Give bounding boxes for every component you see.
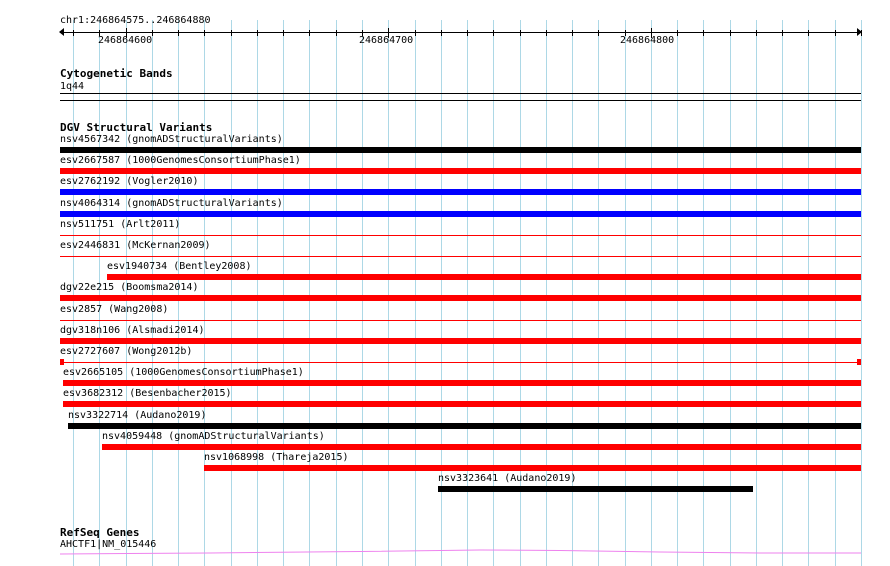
dgv-variant-bar[interactable] [60, 338, 861, 344]
dgv-variant-label[interactable]: nsv3322714 (Audano2019) [68, 410, 207, 421]
cytoband-label: 1q44 [60, 81, 85, 92]
grid-line [651, 20, 652, 566]
cytoband-track-title[interactable]: Cytogenetic Bands [60, 67, 173, 80]
dgv-variant-label[interactable]: esv2727607 (Wong2012b) [60, 346, 193, 357]
dgv-variant-label[interactable]: esv1940734 (Bentley2008) [107, 261, 252, 272]
grid-line [703, 20, 704, 566]
ruler-tick [493, 30, 494, 36]
grid-line [730, 20, 731, 566]
dgv-variant-label[interactable]: esv2762192 (Vogler2010) [60, 176, 199, 187]
dgv-variant-label[interactable]: nsv511751 (Arlt2011) [60, 219, 181, 230]
grid-line [782, 20, 783, 566]
ruler-tick [703, 30, 704, 36]
ruler-tick [782, 30, 783, 36]
dgv-variant-bar[interactable] [60, 362, 861, 363]
ruler-tick [520, 30, 521, 36]
refseq-gene-label[interactable]: AHCTF1|NM_015446 [60, 539, 157, 550]
ruler-tick-label: 246864700 [359, 35, 414, 46]
dgv-variant-bar[interactable] [63, 380, 861, 386]
dgv-variant-bar[interactable] [68, 423, 861, 429]
grid-line [415, 20, 416, 566]
grid-line [283, 20, 284, 566]
grid-line [598, 20, 599, 566]
dgv-variant-bar[interactable] [60, 295, 861, 301]
grid-line [861, 20, 862, 566]
ruler-tick [415, 30, 416, 36]
dgv-variant-label[interactable]: nsv1068998 (Thareja2015) [204, 452, 349, 463]
dgv-variant-bar[interactable] [60, 320, 861, 321]
dgv-variant-label[interactable]: nsv4567342 (gnomADStructuralVariants) [60, 134, 283, 145]
ruler-tick [677, 30, 678, 36]
grid-line [362, 20, 363, 566]
ruler-tick-label: 246864600 [98, 35, 153, 46]
ruler-left-arrow-icon [59, 28, 64, 36]
refseq-track-title[interactable]: RefSeq Genes [60, 526, 140, 539]
grid-line [309, 20, 310, 566]
cytoband-bar[interactable] [60, 93, 861, 94]
region-label: chr1:246864575..246864880 [60, 15, 211, 26]
ruler-tick [808, 30, 809, 36]
grid-line [756, 20, 757, 566]
dgv-variant-cap [60, 359, 64, 365]
dgv-variant-label[interactable]: dgv22e215 (Boomsma2014) [60, 282, 199, 293]
grid-line [204, 20, 205, 566]
dgv-variant-label[interactable]: nsv4064314 (gnomADStructuralVariants) [60, 198, 283, 209]
dgv-variant-label[interactable]: esv2667587 (1000GenomesConsortiumPhase1) [60, 155, 301, 166]
ruler-tick [730, 30, 731, 36]
dgv-variant-bar[interactable] [60, 235, 861, 236]
grid-line [677, 20, 678, 566]
grid-line [336, 20, 337, 566]
dgv-variant-bar[interactable] [60, 147, 861, 153]
ruler-tick [283, 30, 284, 36]
dgv-variant-label[interactable]: nsv4059448 (gnomADStructuralVariants) [102, 431, 325, 442]
ruler-line [60, 32, 861, 33]
dgv-variant-bar[interactable] [60, 256, 861, 257]
dgv-variant-label[interactable]: dgv318n106 (Alsmadi2014) [60, 325, 205, 336]
dgv-variant-bar[interactable] [60, 211, 861, 217]
dgv-variant-bar[interactable] [107, 274, 861, 280]
dgv-variant-label[interactable]: esv2857 (Wang2008) [60, 304, 169, 315]
dgv-variant-label[interactable]: esv2665105 (1000GenomesConsortiumPhase1) [63, 367, 304, 378]
grid-line [808, 20, 809, 566]
ruler-tick [73, 30, 74, 36]
ruler-tick-label: 246864800 [620, 35, 675, 46]
dgv-variant-bar[interactable] [60, 168, 861, 174]
ruler-tick [467, 30, 468, 36]
dgv-variant-bar[interactable] [438, 486, 753, 492]
dgv-variant-bar[interactable] [204, 465, 861, 471]
dgv-variant-bar[interactable] [102, 444, 861, 450]
ruler-tick [756, 30, 757, 36]
ruler-tick [441, 30, 442, 36]
ruler-tick [546, 30, 547, 36]
ruler-tick [231, 30, 232, 36]
dgv-variant-label[interactable]: esv2446831 (McKernan2009) [60, 240, 211, 251]
grid-line [625, 20, 626, 566]
grid-line [388, 20, 389, 566]
ruler-tick [204, 30, 205, 36]
ruler-tick [336, 30, 337, 36]
ruler-tick [835, 30, 836, 36]
dgv-variant-label[interactable]: nsv3323641 (Audano2019) [438, 473, 577, 484]
grid-line [231, 20, 232, 566]
dgv-variant-bar[interactable] [60, 189, 861, 195]
dgv-track-title[interactable]: DGV Structural Variants [60, 121, 213, 134]
dgv-variant-label[interactable]: esv3682312 (Besenbacher2015) [63, 388, 232, 399]
ruler-tick [178, 30, 179, 36]
cytoband-bar-bottom [60, 100, 861, 101]
ruler-tick [572, 30, 573, 36]
refseq-gene-line[interactable] [60, 548, 861, 556]
ruler-tick [598, 30, 599, 36]
ruler-tick [257, 30, 258, 36]
dgv-variant-bar[interactable] [63, 401, 861, 407]
grid-line [835, 20, 836, 566]
dgv-variant-cap [857, 359, 861, 365]
refseq-gene-path [60, 550, 861, 554]
ruler-tick [309, 30, 310, 36]
ruler-tick [861, 30, 862, 36]
grid-line [257, 20, 258, 566]
